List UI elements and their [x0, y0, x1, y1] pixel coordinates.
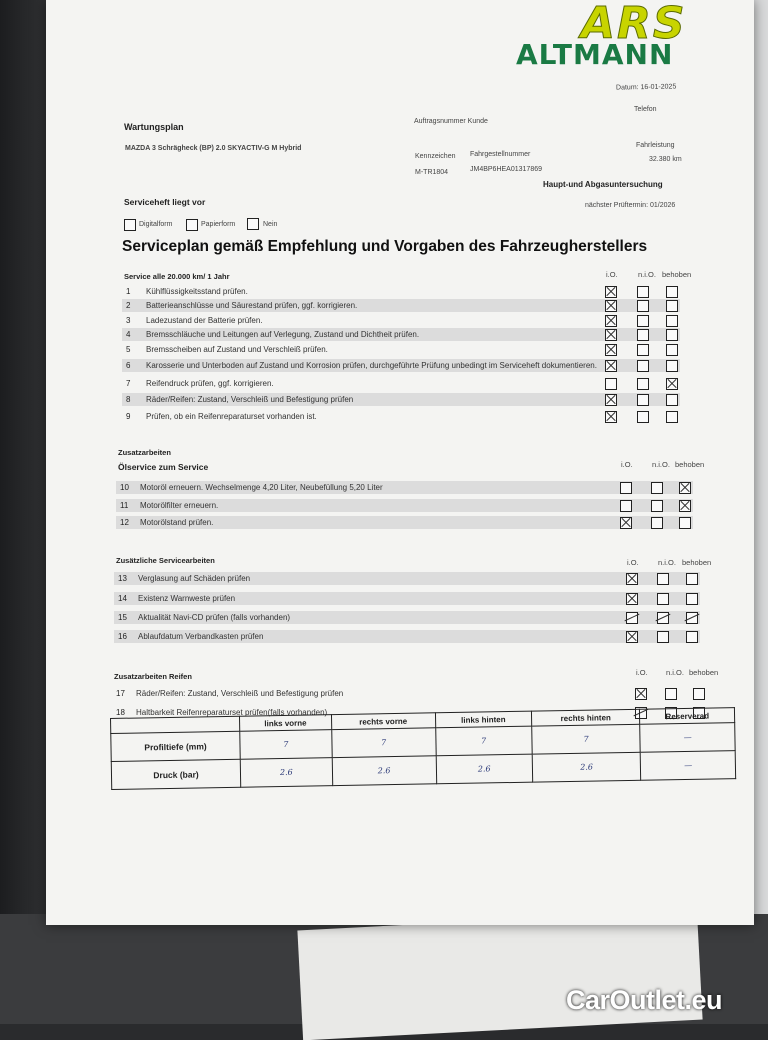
status-checkbox[interactable] — [637, 329, 649, 341]
serviceheft-label: Serviceheft liegt vor — [124, 197, 206, 207]
item-number: 8 — [126, 395, 131, 404]
status-checkbox[interactable] — [637, 344, 649, 356]
date-text: Datum: 16-01-2025 — [615, 83, 677, 92]
status-checkbox[interactable] — [620, 482, 632, 494]
next-inspection: nächster Prüftermin: 01/2026 — [585, 202, 676, 209]
logo-altmann: ALTMANN — [516, 38, 674, 71]
fahrgestell-label: Fahrgestellnummer — [470, 151, 531, 158]
item-text: Verglasung auf Schäden prüfen — [138, 574, 251, 583]
status-checkbox[interactable] — [605, 344, 617, 356]
tyre-value: 7 — [435, 726, 532, 756]
tyre-row-label: Druck (bar) — [111, 759, 240, 789]
item-text: Batterieanschlüsse und Säurestand prüfen, ggf. korrigieren. — [146, 301, 358, 310]
status-checkbox[interactable] — [637, 300, 649, 312]
item-text: Räder/Reifen: Zustand, Verschleiß und Befestigung prüfen — [136, 689, 344, 698]
status-checkbox[interactable] — [626, 593, 638, 605]
column-header-nio: n.i.O. — [652, 460, 670, 469]
vehicle-model: MAZDA 3 Schrägheck (BP) 2.0 SKYACTIV-G M Hybrid — [125, 145, 302, 152]
logo-ars: ARS — [581, 0, 687, 49]
fahrgestell-value: JM4BP6HEA01317869 — [470, 166, 542, 173]
item-number: 2 — [126, 301, 131, 310]
item-number: 5 — [126, 345, 131, 354]
item-number: 12 — [120, 518, 129, 527]
status-checkbox[interactable] — [693, 688, 705, 700]
status-checkbox[interactable] — [666, 286, 678, 298]
status-checkbox[interactable] — [626, 631, 638, 643]
status-checkbox[interactable] — [605, 378, 617, 390]
item-text: Existenz Warnweste prüfen — [138, 594, 236, 603]
section-subtitle: Ölservice zum Service — [118, 462, 209, 472]
background-paper — [297, 910, 702, 1040]
item-number: 9 — [126, 412, 131, 421]
column-header-nio: n.i.O. — [638, 270, 656, 279]
status-checkbox[interactable] — [635, 688, 647, 700]
serviceheft-option: Papierform — [201, 221, 236, 228]
tyre-value: 2.6 — [436, 754, 533, 784]
tyre-value: 7 — [331, 728, 435, 758]
kennzeichen-value: M-TR1804 — [415, 169, 449, 176]
tyre-value: 7 — [240, 730, 332, 760]
column-header-behoben: behoben — [689, 668, 719, 677]
status-checkbox[interactable] — [605, 411, 617, 423]
item-number: 3 — [126, 316, 131, 325]
item-text: Prüfen, ob ein Reifenreparaturset vorhanden ist. — [146, 412, 317, 421]
column-header-behoben: behoben — [682, 558, 712, 567]
status-checkbox[interactable] — [651, 500, 663, 512]
tyre-table — [110, 707, 736, 790]
section-title: Zusatzarbeiten — [118, 448, 171, 457]
document-title: Wartungsplan — [124, 122, 184, 132]
item-number: 11 — [120, 501, 129, 510]
status-checkbox[interactable] — [605, 394, 617, 406]
serviceheft-paper-checkbox[interactable] — [186, 219, 198, 231]
status-checkbox[interactable] — [666, 378, 678, 390]
section-title: Zusatzarbeiten Reifen — [114, 672, 192, 681]
serviceheft-option: Nein — [263, 221, 278, 228]
column-header-behoben: behoben — [662, 270, 692, 279]
status-checkbox[interactable] — [657, 593, 669, 605]
item-number: 14 — [118, 594, 127, 603]
telefon-label: Telefon — [634, 106, 657, 113]
item-number: 13 — [118, 574, 127, 583]
status-checkbox[interactable] — [657, 573, 669, 585]
status-checkbox[interactable] — [605, 360, 617, 372]
column-header-nio: n.i.O. — [658, 558, 676, 567]
column-header-io: i.O. — [606, 270, 618, 279]
tyre-value: 7 — [532, 724, 641, 754]
tyre-col-header: links vorne — [239, 715, 331, 732]
status-checkbox[interactable] — [620, 517, 632, 529]
status-checkbox[interactable] — [666, 394, 678, 406]
item-text: Motorölstand prüfen. — [140, 518, 214, 527]
status-checkbox[interactable] — [626, 573, 638, 585]
section-title: Service alle 20.000 km/ 1 Jahr — [124, 272, 230, 281]
item-text: Haltbarkeit Reifenreparaturset prüfen(falls vorhanden) — [136, 708, 328, 717]
item-number: 10 — [120, 483, 129, 492]
status-checkbox[interactable] — [620, 500, 632, 512]
status-checkbox[interactable] — [679, 517, 691, 529]
status-checkbox[interactable] — [686, 573, 698, 585]
fahrleistung-value: 32.380 km — [649, 156, 682, 163]
tyre-value: 2.6 — [532, 752, 641, 782]
service-document — [46, 0, 754, 925]
column-header-io: i.O. — [636, 668, 648, 677]
status-checkbox[interactable] — [679, 482, 691, 494]
status-checkbox[interactable] — [651, 482, 663, 494]
section-title: Zusätzliche Servicearbeiten — [116, 556, 215, 565]
status-checkbox[interactable] — [637, 411, 649, 423]
column-header-io: i.O. — [621, 460, 633, 469]
item-number: 18 — [116, 708, 125, 717]
item-text: Ablaufdatum Verbandkasten prüfen — [138, 632, 264, 641]
item-text: Aktualität Navi-CD prüfen (falls vorhanden) — [138, 613, 291, 622]
tyre-col-header: rechts hinten — [531, 709, 640, 726]
tyre-value: — — [641, 751, 736, 781]
status-checkbox[interactable] — [637, 394, 649, 406]
status-checkbox[interactable] — [665, 688, 677, 700]
status-checkbox[interactable] — [686, 593, 698, 605]
item-number: 7 — [126, 379, 131, 388]
kennzeichen-label: Kennzeichen — [415, 153, 456, 160]
status-checkbox[interactable] — [686, 631, 698, 643]
status-checkbox[interactable] — [679, 500, 691, 512]
status-checkbox[interactable] — [605, 315, 617, 327]
item-number: 1 — [126, 287, 131, 296]
item-text: Karosserie und Unterboden auf Zustand und Korrosion prüfen, durchgeführte Prüfung unbedingt im Serviceheft dokumentieren. — [146, 361, 597, 370]
item-text: Bremsscheiben auf Zustand und Verschleiß prüfen. — [146, 345, 328, 354]
status-checkbox[interactable] — [666, 411, 678, 423]
watermark: CarOutlet.eu — [566, 985, 723, 1015]
status-checkbox[interactable] — [605, 286, 617, 298]
status-checkbox[interactable] — [626, 612, 638, 624]
column-header-io: i.O. — [627, 558, 639, 567]
fahrleistung-label: Fahrleistung — [636, 142, 675, 149]
item-number: 4 — [126, 330, 131, 339]
item-text: Räder/Reifen: Zustand, Verschleiß und Befestigung prüfen — [146, 395, 354, 404]
auftrag-label: Auftragsnummer Kunde — [414, 118, 488, 125]
item-number: 15 — [118, 613, 127, 622]
column-header-behoben: behoben — [675, 460, 705, 469]
status-checkbox[interactable] — [605, 300, 617, 312]
status-checkbox[interactable] — [637, 360, 649, 372]
item-text: Ladezustand der Batterie prüfen. — [146, 316, 263, 325]
plan-title: Serviceplan gemäß Empfehlung und Vorgaben des Fahrzeugherstellers — [122, 238, 648, 255]
item-text: Motorölfilter erneuern. — [140, 501, 219, 510]
tyre-row-label: Profiltiefe (mm) — [111, 731, 240, 761]
tyre-value: 2.6 — [332, 756, 436, 786]
tyre-col-header: rechts vorne — [331, 713, 435, 730]
status-checkbox[interactable] — [666, 300, 678, 312]
serviceheft-digital-checkbox[interactable] — [124, 219, 136, 231]
status-checkbox[interactable] — [637, 315, 649, 327]
tyre-col-header: links hinten — [435, 711, 532, 728]
item-number: 16 — [118, 632, 127, 641]
status-checkbox[interactable] — [637, 286, 649, 298]
item-text: Reifendruck prüfen, ggf. korrigieren. — [146, 379, 274, 388]
status-checkbox[interactable] — [666, 344, 678, 356]
tyre-col-header: Reserverad — [640, 708, 735, 725]
item-text: Motoröl erneuern. Wechselmenge 4,20 Liter, Neubefüllung 5,20 Liter — [140, 483, 383, 492]
tyre-value: 2.6 — [240, 758, 332, 788]
status-checkbox[interactable] — [637, 378, 649, 390]
status-checkbox[interactable] — [666, 360, 678, 372]
status-checkbox[interactable] — [666, 315, 678, 327]
status-checkbox[interactable] — [605, 329, 617, 341]
status-checkbox[interactable] — [657, 631, 669, 643]
item-text: Kühlflüssigkeitsstand prüfen. — [146, 287, 248, 296]
item-number: 6 — [126, 361, 131, 370]
status-checkbox[interactable] — [651, 517, 663, 529]
serviceheft-none-checkbox[interactable] — [247, 218, 259, 230]
hu-au-title: Haupt-und Abgasuntersuchung — [543, 180, 663, 189]
status-checkbox[interactable] — [666, 329, 678, 341]
status-checkbox[interactable] — [657, 612, 669, 624]
status-checkbox[interactable] — [686, 612, 698, 624]
column-header-nio: n.i.O. — [666, 668, 684, 677]
item-number: 17 — [116, 689, 125, 698]
item-text: Bremsschläuche und Leitungen auf Verlegung, Zustand und Dichtheit prüfen. — [146, 330, 420, 339]
serviceheft-option: Digitalform — [139, 221, 173, 228]
tyre-value: — — [640, 723, 735, 753]
